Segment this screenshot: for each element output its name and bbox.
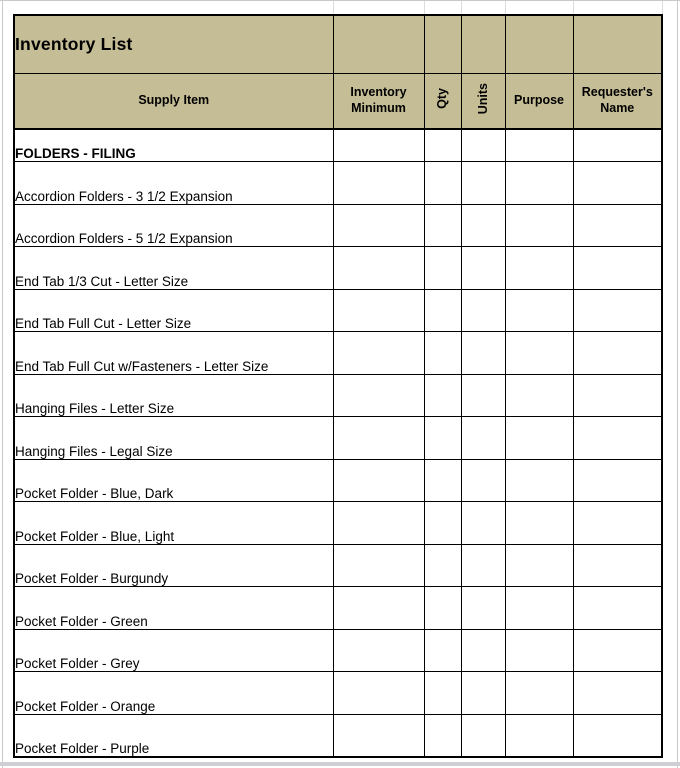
inventory-minimum-cell[interactable]	[333, 629, 424, 672]
page-edge-left	[2, 0, 3, 768]
gridline-stub	[505, 1, 506, 14]
purpose-cell[interactable]	[505, 459, 573, 502]
item-row	[14, 247, 662, 290]
requesters-name-cell[interactable]	[573, 247, 662, 290]
inventory-minimum-cell[interactable]	[333, 162, 424, 205]
purpose-cell[interactable]	[505, 247, 573, 290]
qty-cell[interactable]	[424, 247, 461, 290]
requesters-name-cell[interactable]	[573, 544, 662, 587]
purpose-cell[interactable]	[505, 544, 573, 587]
column-header-requesters-name: Requester's Name	[573, 74, 662, 130]
purpose-cell[interactable]	[505, 417, 573, 460]
units-rotated-label: Units	[475, 83, 490, 115]
item-row	[14, 459, 662, 502]
supply-item-cell: Pocket Folder - Green	[14, 587, 333, 630]
gridline-stub	[662, 1, 663, 14]
units-cell[interactable]	[461, 629, 505, 672]
purpose-cell[interactable]	[505, 502, 573, 545]
purpose-cell[interactable]	[505, 289, 573, 332]
gridline-stub	[424, 1, 425, 14]
requesters-name-cell[interactable]	[573, 332, 662, 375]
units-cell[interactable]	[461, 544, 505, 587]
column-header-units	[461, 74, 505, 130]
supply-item-cell: End Tab 1/3 Cut - Letter Size	[14, 247, 333, 290]
supply-item-cell: Accordion Folders - 3 1/2 Expansion	[14, 162, 333, 205]
qty-cell[interactable]	[424, 129, 461, 162]
item-row	[14, 629, 662, 672]
column-header-inventory-minimum: Inventory Minimum	[333, 74, 424, 130]
column-header-supply-item: Supply Item	[14, 74, 333, 130]
qty-cell[interactable]	[424, 204, 461, 247]
units-cell[interactable]	[461, 502, 505, 545]
item-row	[14, 374, 662, 417]
supply-item-cell: Pocket Folder - Blue, Dark	[14, 459, 333, 502]
column-header-purpose: Purpose	[505, 74, 573, 130]
requesters-name-cell[interactable]	[573, 204, 662, 247]
units-cell[interactable]	[461, 247, 505, 290]
title-empty-cell	[424, 15, 461, 74]
inventory-table	[13, 14, 663, 758]
requesters-name-cell[interactable]	[573, 629, 662, 672]
inventory-minimum-cell[interactable]	[333, 459, 424, 502]
column-header-row	[14, 74, 662, 130]
purpose-cell[interactable]	[505, 332, 573, 375]
gridline-stub	[333, 1, 334, 14]
purpose-cell[interactable]	[505, 129, 573, 162]
item-row	[14, 204, 662, 247]
page-bottom-band	[0, 762, 680, 766]
units-cell[interactable]	[461, 129, 505, 162]
purpose-cell[interactable]	[505, 162, 573, 205]
qty-cell[interactable]	[424, 587, 461, 630]
requesters-name-cell[interactable]	[573, 502, 662, 545]
requesters-name-cell[interactable]	[573, 162, 662, 205]
purpose-cell[interactable]	[505, 587, 573, 630]
inventory-minimum-cell[interactable]	[333, 502, 424, 545]
gridline-stub	[461, 1, 462, 14]
page-edge-right	[677, 0, 678, 768]
title-row	[14, 15, 662, 74]
supply-item-cell: Pocket Folder - Burgundy	[14, 544, 333, 587]
gridline-stub	[573, 1, 574, 14]
units-cell[interactable]	[461, 374, 505, 417]
requesters-name-cell[interactable]	[573, 129, 662, 162]
purpose-cell[interactable]	[505, 714, 573, 757]
qty-cell[interactable]	[424, 714, 461, 757]
supply-item-cell: Accordion Folders - 5 1/2 Expansion	[14, 204, 333, 247]
item-row	[14, 587, 662, 630]
page-title: Inventory List	[14, 15, 333, 74]
inventory-minimum-cell[interactable]	[333, 204, 424, 247]
units-cell[interactable]	[461, 289, 505, 332]
units-cell[interactable]	[461, 204, 505, 247]
requesters-name-cell[interactable]	[573, 417, 662, 460]
page-edge-top	[0, 0, 680, 1]
qty-cell[interactable]	[424, 502, 461, 545]
supply-item-cell: End Tab Full Cut - Letter Size	[14, 289, 333, 332]
requesters-name-cell[interactable]	[573, 374, 662, 417]
qty-cell[interactable]	[424, 672, 461, 715]
units-cell[interactable]	[461, 587, 505, 630]
item-row	[14, 162, 662, 205]
supply-item-cell: End Tab Full Cut w/Fasteners - Letter Size	[14, 332, 333, 375]
qty-cell[interactable]	[424, 374, 461, 417]
requesters-name-cell[interactable]	[573, 672, 662, 715]
inventory-minimum-cell[interactable]	[333, 129, 424, 162]
purpose-cell[interactable]	[505, 204, 573, 247]
qty-rotated-label: Qty	[435, 88, 450, 110]
requesters-name-cell[interactable]	[573, 459, 662, 502]
inventory-minimum-cell[interactable]	[333, 289, 424, 332]
item-row	[14, 332, 662, 375]
supply-item-cell: Pocket Folder - Blue, Light	[14, 502, 333, 545]
units-cell[interactable]	[461, 332, 505, 375]
requesters-name-cell[interactable]	[573, 714, 662, 757]
inventory-minimum-cell[interactable]	[333, 672, 424, 715]
inventory-minimum-cell[interactable]	[333, 714, 424, 757]
item-row	[14, 672, 662, 715]
inventory-minimum-cell[interactable]	[333, 417, 424, 460]
qty-cell[interactable]	[424, 544, 461, 587]
item-row	[14, 544, 662, 587]
purpose-cell[interactable]	[505, 672, 573, 715]
supply-item-cell: Hanging Files - Letter Size	[14, 374, 333, 417]
section-row	[14, 129, 662, 162]
qty-cell[interactable]	[424, 629, 461, 672]
inventory-minimum-cell[interactable]	[333, 544, 424, 587]
requesters-name-cell[interactable]	[573, 289, 662, 332]
supply-item-cell: Hanging Files - Legal Size	[14, 417, 333, 460]
units-cell[interactable]	[461, 162, 505, 205]
item-row	[14, 289, 662, 332]
title-empty-cell	[505, 15, 573, 74]
units-cell[interactable]	[461, 459, 505, 502]
inventory-minimum-cell[interactable]	[333, 587, 424, 630]
qty-cell[interactable]	[424, 332, 461, 375]
purpose-cell[interactable]	[505, 629, 573, 672]
qty-cell[interactable]	[424, 417, 461, 460]
units-cell[interactable]	[461, 714, 505, 757]
inventory-minimum-cell[interactable]	[333, 247, 424, 290]
item-row	[14, 417, 662, 460]
item-row	[14, 714, 662, 757]
qty-cell[interactable]	[424, 289, 461, 332]
qty-cell[interactable]	[424, 459, 461, 502]
title-empty-cell	[573, 15, 662, 74]
supply-item-cell: Pocket Folder - Grey	[14, 629, 333, 672]
inventory-minimum-cell[interactable]	[333, 332, 424, 375]
qty-cell[interactable]	[424, 162, 461, 205]
requesters-name-cell[interactable]	[573, 587, 662, 630]
column-header-qty	[424, 74, 461, 130]
supply-item-cell: Pocket Folder - Purple	[14, 714, 333, 757]
title-empty-cell	[333, 15, 424, 74]
purpose-cell[interactable]	[505, 374, 573, 417]
units-cell[interactable]	[461, 672, 505, 715]
section-header-label: FOLDERS - FILING	[14, 129, 333, 162]
title-empty-cell	[461, 15, 505, 74]
supply-item-cell: Pocket Folder - Orange	[14, 672, 333, 715]
inventory-minimum-cell[interactable]	[333, 374, 424, 417]
units-cell[interactable]	[461, 417, 505, 460]
item-row	[14, 502, 662, 545]
